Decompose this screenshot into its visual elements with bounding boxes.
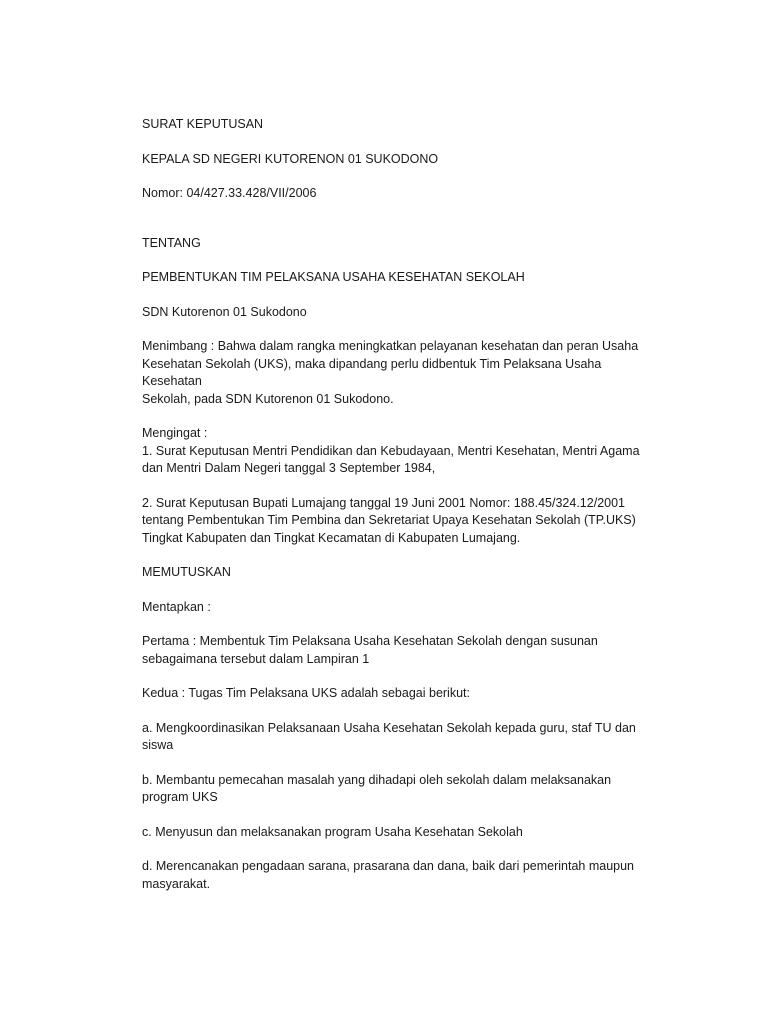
task-c: c. Menyusun dan melaksanakan program Usaha Kesehatan Sekolah	[142, 824, 523, 839]
recalling-item-2: 2. Surat Keputusan Bupati Lumajang tanggal 19 Juni 2001 Nomor: 188.45/324.12/2001 tentang Pembentukan Tim Pembina dan Sekretariat Upaya Kesehatan Sekolah (TP.UKS) Tingkat Kabupaten dan Tingkat Kecamatan di Kabupaten Lumajang.	[142, 495, 636, 545]
recalling-label: Mengingat :	[142, 426, 208, 440]
task-b: b. Membantu pemecahan masalah yang dihadapi oleh sekolah dalam melaksanakan program UKS	[142, 772, 612, 804]
establish-label: Mentapkan :	[142, 599, 211, 614]
considering-paragraph: Menimbang : Bahwa dalam rangka meningkatkan pelayanan kesehatan dan peran Usaha Kesehatan Sekolah (UKS), maka dipandang perlu didbentuk Tim Pelaksana Usaha Kesehatan Sekolah, pada SDN Kutorenon 01 Sukodono.	[142, 339, 639, 406]
decide-label: MEMUTUSKAN	[142, 565, 231, 579]
about-label: TENTANG	[142, 235, 201, 250]
second-decision: Kedua : Tugas Tim Pelaksana UKS adalah sebagai berikut:	[142, 686, 470, 700]
recalling-item-1: 1. Surat Keputusan Mentri Pendidikan dan Kebudayaan, Mentri Kesehatan, Mentri Agama dan Mentri Dalam Negeri tanggal 3 September 1984,	[142, 443, 640, 475]
document-subject: PEMBENTUKAN TIM PELAKSANA USAHA KESEHATAN SEKOLAH	[142, 270, 525, 284]
first-decision: Pertama : Membentuk Tim Pelaksana Usaha Kesehatan Sekolah dengan susunan sebagaimana tersebut dalam Lampiran 1	[142, 634, 598, 666]
school-name: SDN Kutorenon 01 Sukodono	[142, 304, 307, 319]
task-d: d. Merencanakan pengadaan sarana, prasarana dan dana, baik dari pemerintah maupun masyarakat.	[142, 859, 635, 891]
document-body	[142, 116, 662, 893]
document-issuer: KEPALA SD NEGERI KUTORENON 01 SUKODONO	[142, 151, 439, 166]
task-a: a. Mengkoordinasikan Pelaksanaan Usaha Kesehatan Sekolah kepada guru, staf TU dan siswa	[142, 720, 636, 752]
document-title: SURAT KEPUTUSAN	[142, 117, 264, 131]
document-number: Nomor: 04/427.33.428/VII/2006	[142, 186, 317, 200]
